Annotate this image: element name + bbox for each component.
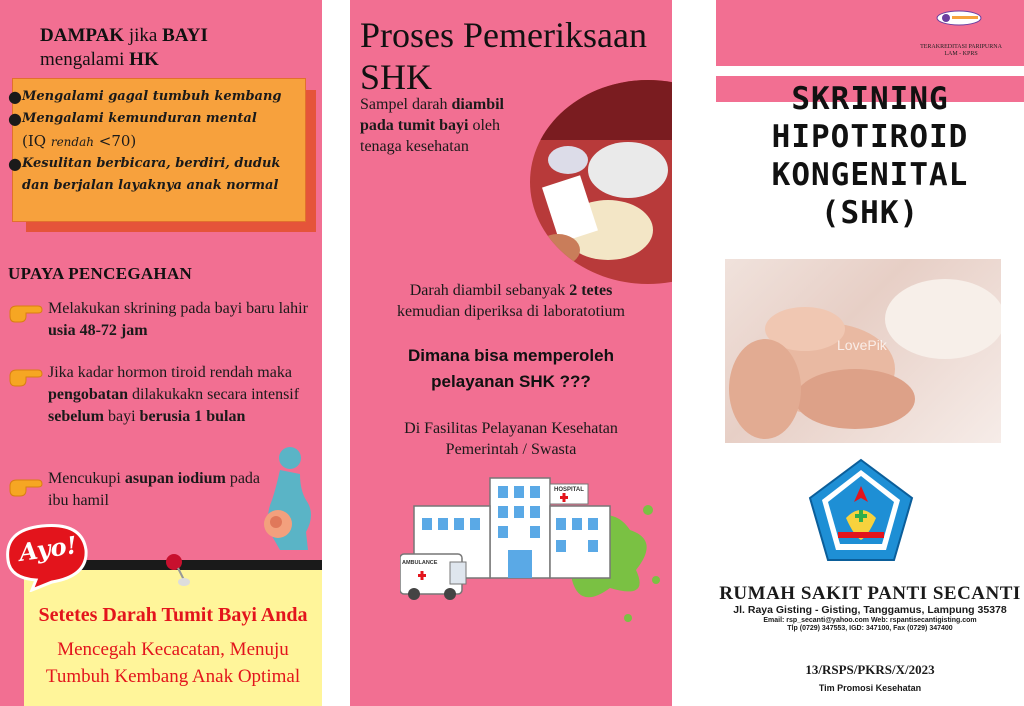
slogan-subline: Mencegah Kecacatan, Menuju Tumbuh Kembang Anak Optimal: [45, 639, 301, 687]
right-panel: [716, 0, 1024, 706]
impact-item: ● Mengalami kemunduran mental: [8, 109, 257, 128]
baby-feet-photo: [725, 259, 1001, 443]
prevention-item: Melakukan skrining pada bayi baru lahir usia 48-72 jam: [48, 300, 308, 339]
pregnant-woman-icon: [250, 444, 318, 550]
hospital-contact-line: Email: rsp_secanti@yahoo.com Web: rspantisecantigisting.com: [763, 617, 977, 624]
hospital-address: Jl. Raya Gisting - Gisting, Tanggamus, Lampung 35378: [733, 604, 1007, 616]
photo-watermark: LovePik: [837, 337, 887, 353]
impact-item: ● Mengalami gagal tumbuh kembang: [8, 87, 282, 106]
brochure-title: SKRINING HIPOTIROID KONGENITAL (SHK): [771, 81, 969, 231]
service-question: Dimana bisa memperoleh pelayanan SHK ???: [408, 346, 614, 391]
ambulance-label: AMBULANCE: [402, 560, 438, 566]
impact-item-iq: (IQ rendah <70): [22, 132, 137, 150]
heel-blood-sample-photo: [528, 80, 672, 284]
document-number: 13/RSPS/PKRS/X/2023: [805, 662, 935, 677]
hospital-contact-line: Tlp (0729) 347553, IGD: 347100, Fax (0729) 347400: [787, 625, 953, 632]
pointing-hand-icon: [8, 474, 44, 500]
prevention-item: Mencukupi asupan iodium pada ibu hamil: [48, 470, 261, 509]
prevention-title: UPAYA PENCEGAHAN: [8, 264, 193, 283]
impact-list: [8, 86, 308, 197]
hospital-logo-icon: [808, 458, 914, 564]
step-2-text: Darah diambil sebanyak 2 tetes kemudian diperiksa di laboratotium: [397, 282, 625, 320]
slogan-headline: Setetes Darah Tumit Bayi Anda: [38, 604, 308, 626]
hospital-illustration: [400, 470, 666, 630]
step-1-text: Sampel darah diambil pada tumit bayi oleh tenaga kesehatan: [360, 96, 504, 155]
team-name: Tim Promosi Kesehatan: [818, 683, 922, 693]
accreditation-text: TERAKREDITASI PARIPURNA LAM - KPRS: [920, 44, 1002, 57]
ayo-text: Ayo!: [17, 530, 79, 567]
middle-panel: [350, 0, 672, 706]
impact-title: DAMPAK jika BAYI mengalami HK: [40, 25, 208, 70]
push-pin-icon: [162, 550, 198, 590]
hospital-name: RUMAH SAKIT PANTI SECANTI: [719, 583, 1021, 604]
pointing-hand-icon: [8, 364, 44, 390]
hospital-sign-text: HOSPITAL: [554, 487, 584, 493]
process-title: Proses Pemeriksaan SHK: [360, 15, 647, 97]
service-answer: Di Fasilitas Pelayanan Kesehatan Pemerintah / Swasta: [404, 420, 618, 458]
impact-item: ● Kesulitan berbicara, berdiri, duduk dan berjalan layaknya anak normal: [8, 154, 281, 193]
prevention-item: Jika kadar hormon tiroid rendah maka pengobatan dilakukakn secara intensif sebelum bayi berusia 1 bulan: [48, 364, 300, 425]
accreditation-logo-icon: [936, 10, 982, 26]
pointing-hand-icon: [8, 300, 44, 326]
left-panel: [0, 0, 322, 706]
